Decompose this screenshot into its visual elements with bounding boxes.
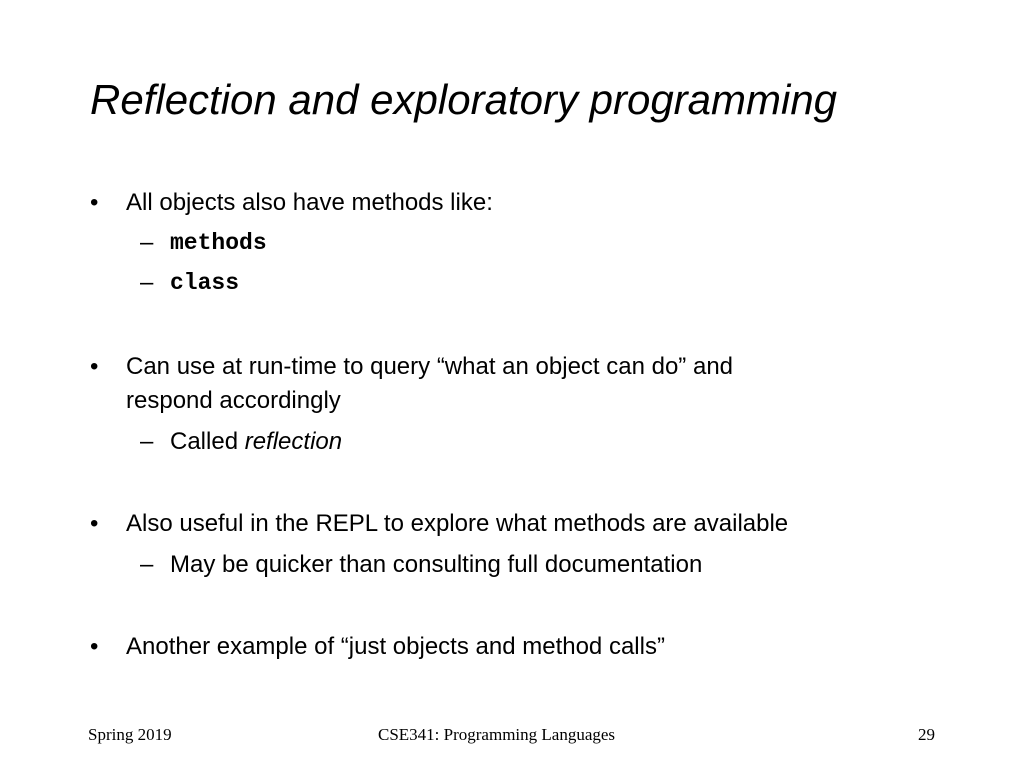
reflection-term: reflection xyxy=(244,428,343,455)
bullet-marker: • xyxy=(90,510,99,537)
bullet-3-text: Also useful in the REPL to explore what methods are available xyxy=(126,510,789,537)
sub-marker: – xyxy=(140,551,154,578)
bullet-marker: • xyxy=(90,633,99,660)
sub-prefix: Called xyxy=(170,428,245,455)
footer-page-number: 29 xyxy=(918,725,935,744)
code-class: class xyxy=(170,270,240,296)
code-methods: methods xyxy=(170,230,267,256)
bullet-1-text: All objects also have methods like: xyxy=(126,189,493,216)
bullet-3-sub-text: May be quicker than consulting full documentation xyxy=(170,551,703,578)
bullet-marker: • xyxy=(90,189,99,216)
sub-marker: – xyxy=(140,269,154,296)
slide-title: Reflection and exploratory programming xyxy=(90,76,838,123)
bullet-marker: • xyxy=(90,353,99,380)
sub-marker: – xyxy=(140,229,154,256)
sub-marker: – xyxy=(140,428,154,455)
footer-date: Spring 2019 xyxy=(88,725,172,744)
bullet-4-text: Another example of “just objects and method calls” xyxy=(126,633,665,660)
bullet-2-line-2: respond accordingly xyxy=(126,387,341,414)
bullet-2-sub-text xyxy=(170,425,342,459)
bullet-2-line-1: Can use at run-time to query “what an object can do” and xyxy=(126,353,734,380)
footer-course: CSE341: Programming Languages xyxy=(378,725,616,744)
